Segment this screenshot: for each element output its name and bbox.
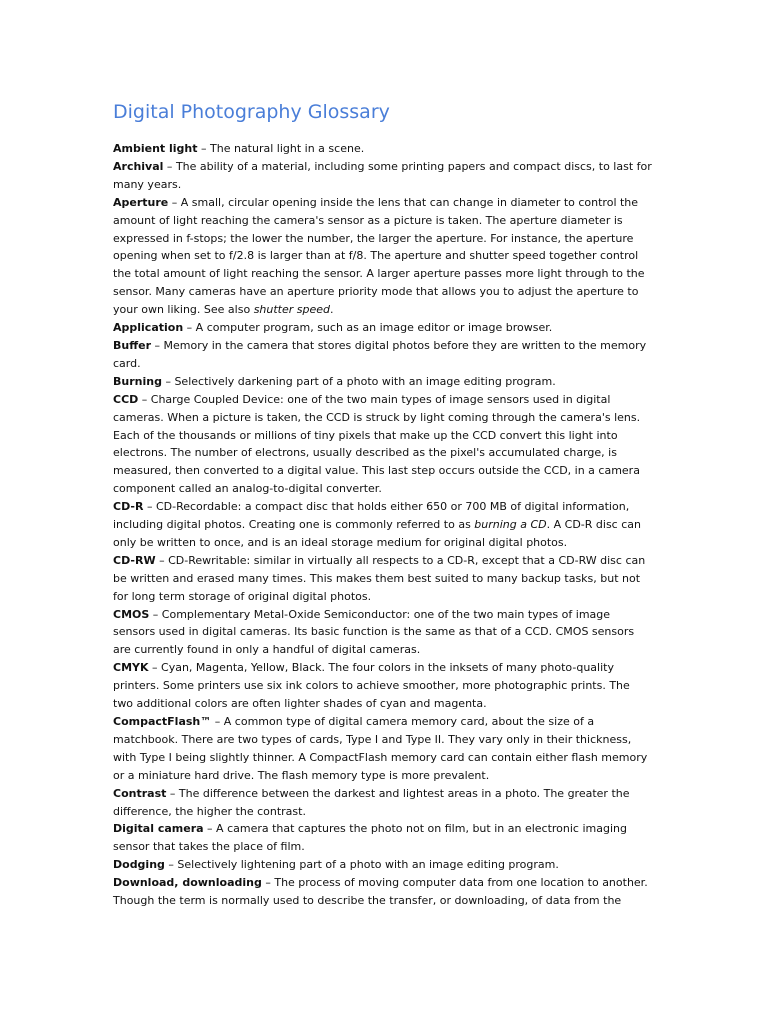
definition-text: A computer program, such as an image editor or image browser. bbox=[195, 321, 553, 335]
definition-text: The process of moving computer data from one location to another. Though the term is normally used to describe the transfer, or downloading, of data from the bbox=[113, 876, 648, 908]
definition-text: Charge Coupled Device: one of the two main types of image sensors used in digital cameras. When a picture is taken, the CCD is struck by light coming through the camera's lens. Each of the thousands or millions of tiny pixels that make up the CCD convert this light into electrons. The number of electrons, usually described as the pixel's accumulated charge, is measured, then converted to a digital value. This last step occurs outside the CCD, in a camera component called an analog-to-digital converter. bbox=[113, 392, 641, 496]
document-page bbox=[113, 98, 653, 910]
glossary-entry bbox=[113, 785, 653, 821]
glossary-entry bbox=[113, 391, 653, 498]
glossary-term: Aperture bbox=[113, 195, 169, 209]
definition-emphasis: shutter speed bbox=[253, 303, 331, 317]
definition-text: Selectively lightening part of a photo with an image editing program. bbox=[177, 858, 559, 872]
definition-text: The natural light in a scene. bbox=[210, 142, 365, 155]
glossary-entry bbox=[113, 194, 653, 319]
glossary-entry bbox=[113, 552, 653, 606]
definition-text: . bbox=[330, 303, 334, 317]
glossary-term: Contrast bbox=[113, 786, 167, 800]
definition-text: Complementary Metal-Oxide Semiconductor: one of the two main types of image sensors used in digital cameras. Its basic function is the same as that of a CCD. CMOS sensors are currently found in only a handful of digital cameras. bbox=[113, 607, 635, 657]
glossary-term: Download, downloading bbox=[113, 876, 262, 890]
glossary-term: CompactFlash™ bbox=[113, 715, 212, 728]
glossary-entry bbox=[113, 874, 653, 910]
definition-text: . A CD-R disc can only be written to once, and is an ideal storage medium for original digital photos. bbox=[113, 518, 641, 549]
term-separator: – bbox=[197, 142, 211, 155]
glossary-term: CD-RW bbox=[113, 553, 156, 567]
definition-text: A camera that captures the photo not on film, but in an electronic imaging sensor that takes the place of film. bbox=[113, 822, 627, 854]
definition-emphasis: burning a CD bbox=[474, 518, 547, 532]
glossary-entry bbox=[113, 140, 653, 158]
definition-text: A common type of digital camera memory card, about the size of a matchbook. There are two types of cards, Type I and Type II. They vary only in their thickness, with Type I being slightly thinner. A CompactFlash memory card can contain either flash memory or a miniature hard drive. The flash memory type is more prevalent. bbox=[113, 715, 648, 782]
definition-text: The difference between the darkest and lightest areas in a photo. The greater the difference, the higher the contrast. bbox=[113, 786, 630, 818]
term-separator: – bbox=[143, 500, 156, 514]
glossary-entry bbox=[113, 820, 653, 856]
definition-text: The ability of a material, including some printing papers and compact discs, to last for many years. bbox=[113, 159, 652, 191]
term-separator: – bbox=[148, 661, 162, 675]
definition-text: CD-Recordable: a compact disc that holds either 650 or 700 MB of digital information, including digital photos. Creating one is commonly referred to as bbox=[113, 500, 630, 532]
term-separator: – bbox=[163, 159, 176, 173]
term-separator: – bbox=[203, 822, 217, 836]
glossary-entry bbox=[113, 319, 653, 337]
glossary-term: CMYK bbox=[113, 661, 149, 675]
glossary-list bbox=[113, 140, 653, 910]
glossary-entry bbox=[113, 856, 653, 874]
glossary-entry bbox=[113, 713, 653, 785]
term-separator: – bbox=[168, 195, 181, 209]
glossary-term: Ambient light bbox=[113, 142, 198, 155]
definition-text: CD-Rewritable: similar in virtually all respects to a CD-R, except that a CD-RW disc can be written and erased many times. This makes them best suited to many backup tasks, but not for long term storage of original digital photos. bbox=[113, 553, 646, 603]
glossary-term: Buffer bbox=[113, 338, 152, 352]
glossary-entry bbox=[113, 498, 653, 552]
term-separator: – bbox=[151, 338, 164, 352]
term-separator: – bbox=[164, 858, 178, 872]
term-separator: – bbox=[161, 374, 175, 388]
glossary-term: Archival bbox=[113, 159, 164, 173]
page-title: Digital Photography Glossary bbox=[113, 101, 390, 123]
glossary-entry bbox=[113, 158, 653, 194]
glossary-term: Burning bbox=[113, 374, 162, 388]
glossary-term: CCD bbox=[113, 392, 139, 406]
glossary-entry bbox=[113, 373, 653, 391]
term-separator: – bbox=[211, 715, 224, 728]
definition-text: Selectively darkening part of a photo with an image editing program. bbox=[174, 374, 556, 388]
term-separator: – bbox=[138, 392, 151, 406]
glossary-term: CD-R bbox=[113, 500, 144, 514]
glossary-term: Application bbox=[113, 321, 184, 335]
glossary-entry bbox=[113, 337, 653, 373]
term-separator: – bbox=[183, 321, 196, 335]
glossary-term: CMOS bbox=[113, 607, 150, 621]
glossary-entry bbox=[113, 606, 653, 660]
definition-text: A small, circular opening inside the lens that can change in diameter to control the amount of light reaching the camera's sensor as a picture is taken. The aperture diameter is expressed in f-stops; the lower the number, the larger the aperture. For instance, the aperture opening when set to f/2.8 is larger than at f/8. The aperture and shutter speed together control the total amount of light reaching the sensor. A larger aperture passes more light through to the sensor. Many cameras have an aperture priority mode that allows you to adjust the aperture to your own liking. See also bbox=[113, 195, 645, 317]
glossary-term: Digital camera bbox=[113, 822, 204, 836]
term-separator: – bbox=[149, 607, 162, 621]
term-separator: – bbox=[166, 786, 179, 800]
glossary-term: Dodging bbox=[113, 858, 165, 872]
glossary-entry bbox=[113, 659, 653, 713]
term-separator: – bbox=[261, 876, 275, 890]
term-separator: – bbox=[155, 553, 169, 567]
definition-text: Cyan, Magenta, Yellow, Black. The four colors in the inksets of many photo-quality printers. Some printers use six ink colors to achieve smoother, more photographic prints. The two additional colors are often lighter shades of cyan and magenta. bbox=[113, 661, 630, 711]
definition-text: Memory in the camera that stores digital photos before they are written to the memory card. bbox=[113, 338, 647, 370]
